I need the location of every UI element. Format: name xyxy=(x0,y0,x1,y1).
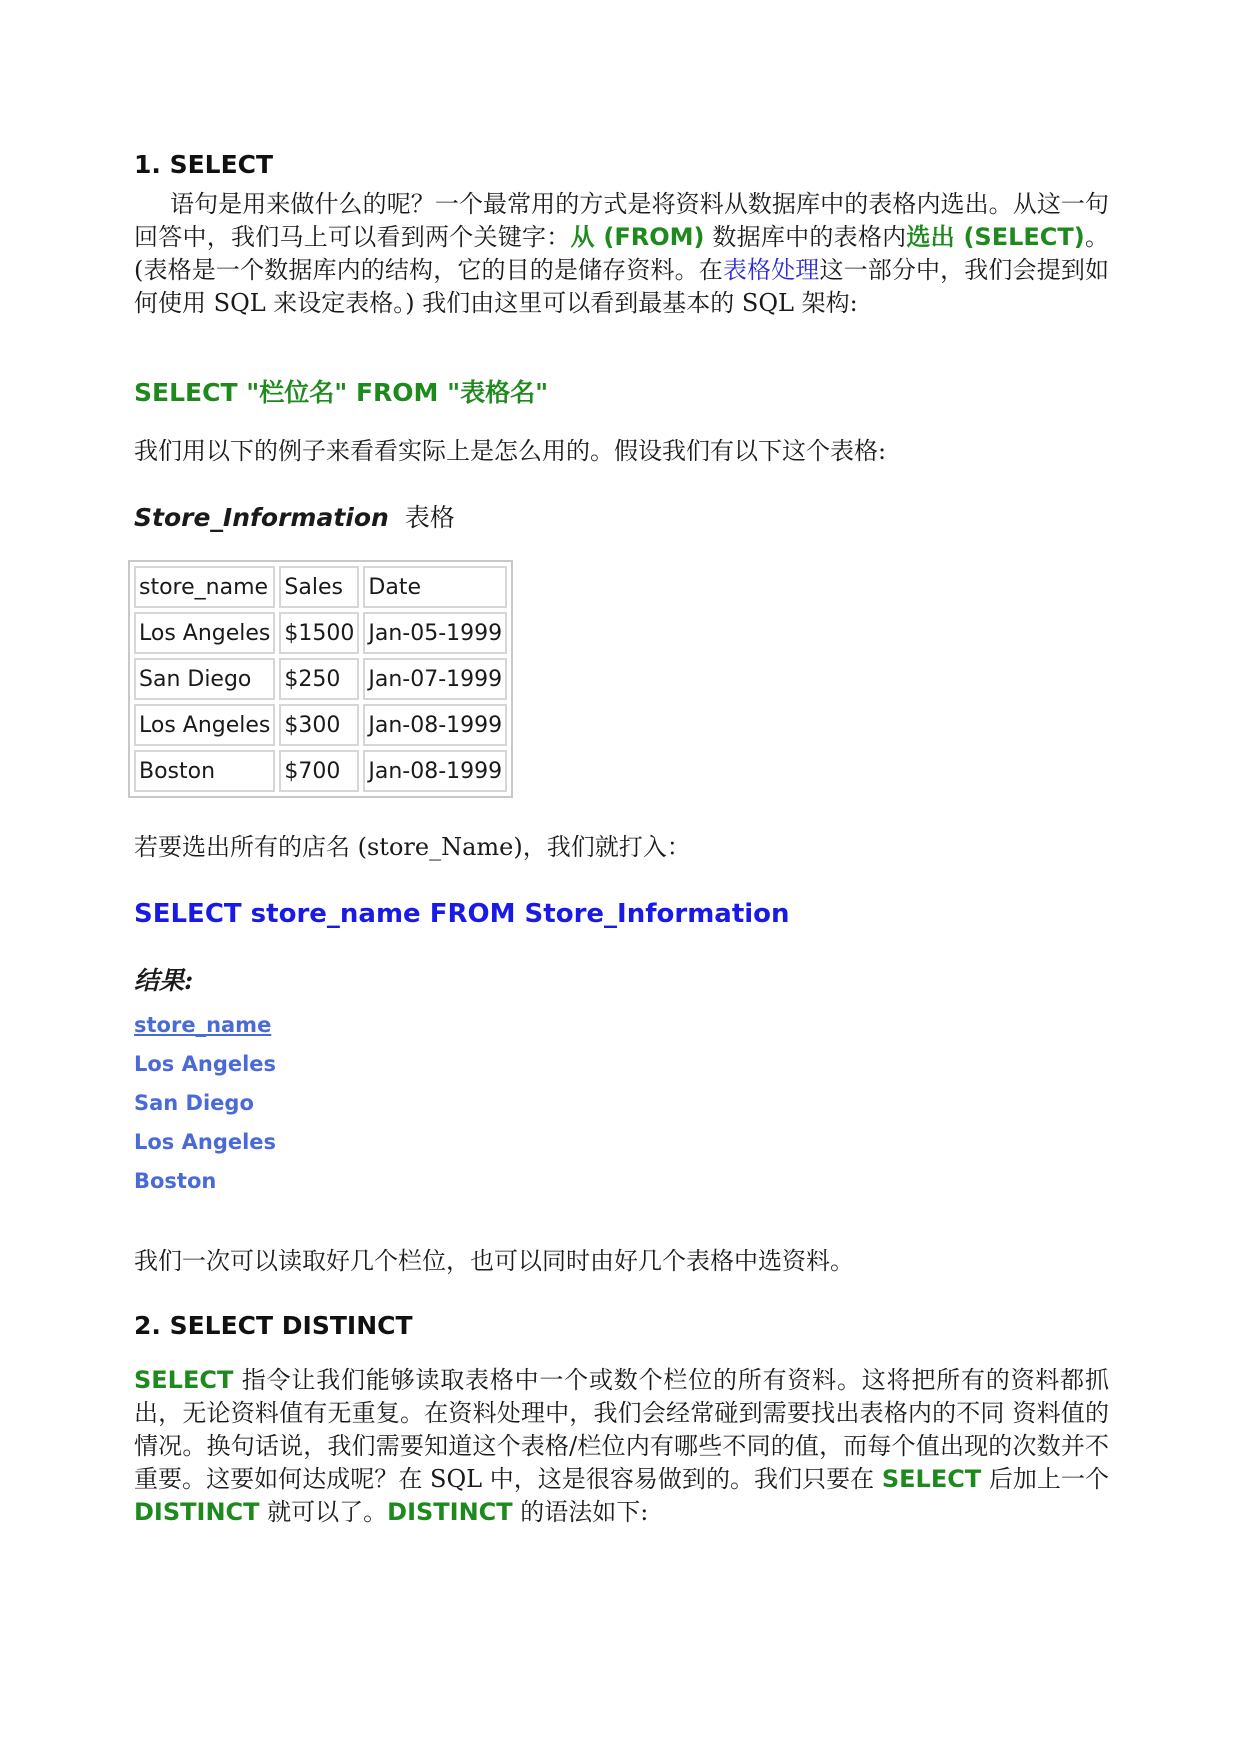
table-name: Store_Information xyxy=(134,503,389,532)
result-row: San Diego xyxy=(134,1091,254,1115)
table-cell: Boston xyxy=(134,750,275,792)
table-cell: $250 xyxy=(279,658,359,700)
table-row xyxy=(134,704,507,746)
section-2-body: SELECT 指令让我们能够读取表格中一个或数个栏位的所有资料。这将把所有的资料都抓出，无论资料值有无重复。在资料处理中，我们会经常碰到需要找出表格内的不同 资料值的情况。换句话说，我们需要知道这个表格/栏位内有哪些不同的值，而每个值出现的次数并不重要。这要如何达成呢？在 SQL 中，这是很容易做到的。我们只要在 SELECT 后加上一个 DISTINCT 就可以了。DISTINCT 的语法如下: xyxy=(134,1366,1109,1526)
section-2-heading: 2. SELECT DISTINCT xyxy=(134,1311,413,1340)
table-cell: store_name xyxy=(134,566,275,608)
store-information-table xyxy=(128,560,513,798)
table-cell: Jan-08-1999 xyxy=(363,704,507,746)
result-label: 结果: xyxy=(134,966,194,995)
section-1-intro: 语句是用来做什么的呢？一个最常用的方式是将资料从数据库中的表格内选出。从这一句回答中，我们马上可以看到两个关键字：从 (FROM) 数据库中的表格内选出 (SELECT)。(表格是一个数据库内的结构，它的目的是储存资料。在表格处理这一部分中，我们会提到如何使用 SQL 来设定表格。) 我们由这里可以看到最基本的 SQL 架构: xyxy=(134,190,1109,317)
result-header: store_name xyxy=(134,1013,272,1037)
select-query: SELECT store_name FROM Store_Information xyxy=(134,899,790,929)
table-cell: Sales xyxy=(279,566,359,608)
closing-text: 我们一次可以读取好几个栏位，也可以同时由好几个表格中选资料。 xyxy=(134,1247,854,1275)
table-cell: Jan-08-1999 xyxy=(363,750,507,792)
table-cell: San Diego xyxy=(134,658,275,700)
keyword-from: 从 (FROM) xyxy=(570,223,705,251)
table-row xyxy=(134,658,507,700)
result-list xyxy=(134,1006,534,1201)
table-cell: Los Angeles xyxy=(134,612,275,654)
table-cell: Jan-07-1999 xyxy=(363,658,507,700)
result-row: Los Angeles xyxy=(134,1052,277,1076)
table-header-row xyxy=(134,566,507,608)
table-cell: Jan-05-1999 xyxy=(363,612,507,654)
example-intro: 我们用以下的例子来看看实际上是怎么用的。假设我们有以下这个表格: xyxy=(134,437,887,465)
result-row: Los Angeles xyxy=(134,1130,277,1154)
select-syntax: SELECT "栏位名" FROM "表格名" xyxy=(134,378,549,407)
select-prompt: 若要选出所有的店名 (store_Name)，我们就打入： xyxy=(134,833,691,861)
result-row: Boston xyxy=(134,1169,217,1193)
section-1-heading: 1. SELECT xyxy=(134,150,274,179)
table-row xyxy=(134,750,507,792)
table-cell: Los Angeles xyxy=(134,704,275,746)
table-cell: $700 xyxy=(279,750,359,792)
table-processing-link[interactable]: 表格处理 xyxy=(722,256,820,284)
table-cell: Date xyxy=(363,566,507,608)
keyword-select: 选出 (SELECT) xyxy=(906,223,1085,251)
table-row xyxy=(134,612,507,654)
table-cell: $1500 xyxy=(279,612,359,654)
table-cell: $300 xyxy=(279,704,359,746)
table-title: Store_Information 表格 xyxy=(134,503,455,532)
